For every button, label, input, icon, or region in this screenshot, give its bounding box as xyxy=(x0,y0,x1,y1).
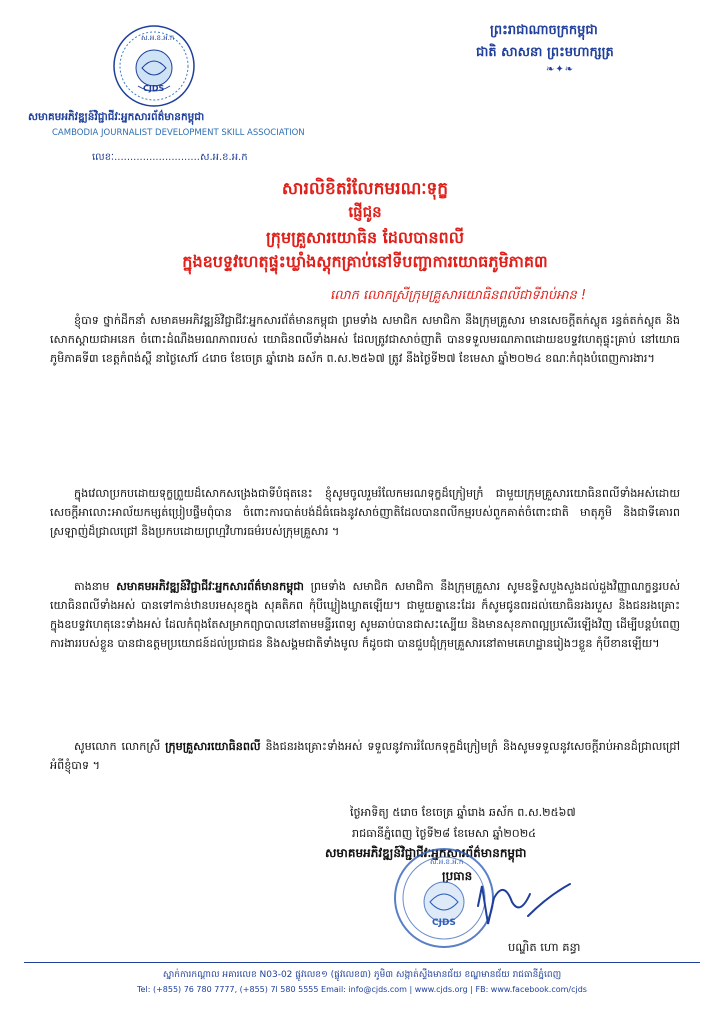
paragraph-3 xyxy=(50,577,680,653)
logo-top-text: ស.អ.ខ.អ.ក xyxy=(141,34,175,42)
association-name-khmer: សមាគមអភិវឌ្ឍន៍វិជ្ជាជីវៈអ្នកសារព័ត៌មានកម្ពុជា xyxy=(28,111,205,123)
signature-organization: សមាគមអភិវឌ្ឍន៍វិជ្ជាជីវៈអ្នកសារព័ត៌មានកម្ពុជា xyxy=(325,846,527,860)
signature-role: ប្រធាន xyxy=(442,869,473,883)
stamp-top-text: ស.អ.ខ.អ.ក xyxy=(430,858,464,866)
footer-address: ស្នាក់ការកណ្តាល អគារលេខ N03-02 ផ្លូវលេខ១ (ផ្លូវលេខ៣) ភូមិ៣ សង្កាត់ស្ទឹងមានជ័យ ខណ្ឌមានជ័យ រាជធានីភ្នំពេញ xyxy=(162,970,562,980)
national-motto: ជាតិ សាសនា ព្រះមហាក្សត្រ xyxy=(476,45,614,60)
footer-divider xyxy=(24,962,700,963)
paragraph-4-prefix: សូមលោក លោកស្រី xyxy=(74,740,166,753)
salutation: លោក លោកស្រីក្រុមគ្រួសារយោធិនពលីជាទីរាប់អាន ! xyxy=(330,288,587,303)
kingdom-title: ព្រះរាជាណាចក្រកម្ពុជា xyxy=(490,23,598,38)
paragraph-3-org: សមាគមអភិវឌ្ឍន៍វិជ្ជាជីវៈអ្នកសារព័ត៌មានកម្ពុជា xyxy=(116,580,304,593)
paragraph-2 xyxy=(50,484,680,541)
logo-text: CJDS xyxy=(143,84,165,93)
handwritten-signature xyxy=(470,876,580,936)
reference-label: លេខៈ xyxy=(92,152,115,163)
reference-number xyxy=(92,150,248,165)
paragraph-4-family: ក្រុមគ្រួសារយោធិនពលី xyxy=(165,740,261,753)
paragraph-4-text: និងជនរងគ្រោះទាំងអស់ ទទួលនូវការរំលែកទុក្ខដ៏ក្រៀមក្រំ និងសូមទទួលនូវសេចក្តីរាប់អានដ៏ជ្រាលជ្រៅអំពីខ្ញុំបាទ ។ xyxy=(50,740,680,772)
solar-date: រាជធានីភ្នំពេញ ថ្ងៃទី២៨ ខែមេសា ឆ្នាំ២០២៤ xyxy=(352,827,537,840)
signatory-name: បណ្ឌិត ហោ គន្ធា xyxy=(508,940,581,954)
letter-title: សារលិខិតរំលែកមរណៈទុក្ខ xyxy=(281,179,449,199)
paragraph-4 xyxy=(50,737,680,775)
paragraph-2-text: ក្នុងវេលាប្រកបដោយទុក្ខព្រួយដ៏សោកសង្រេងជាទីបំផុតនេះ ខ្ញុំសូមចូលរួមរំលែកមរណទុក្ខដ៏ក្រៀមក្រំ ជាមួយក្រុមគ្រួសារយោធិនពលីទាំងអស់ដោយសេចក្តីអាលោះអាល័យកម្សត់ប្រៀបផ្ទឹមពុំបាន ចំពោះការបាត់បង់ដ៏ធំធេងនូវសាច់ញាតិដែលបានពលីកម្មរបស់ពួកគាត់ចំពោះជាតិ មាតុភូមិ និងជាទីគោរពស្រឡាញ់ដ៏ជ្រាលជ្រៅ និងប្រកបដោយព្រហ្មវិហារធម៌របស់ក្រុមគ្រួសារ ។ xyxy=(50,487,680,538)
letter-incident: ក្នុងឧបទ្ទវហេតុផ្ទុះឃ្លាំងស្តុកគ្រាប់នៅទីបញ្ជាការយោធភូមិភាគ៣ xyxy=(182,252,548,271)
reference-code: ស.អ.ខ.អ.ក xyxy=(199,152,248,163)
paragraph-1 xyxy=(50,311,680,368)
paragraph-3-text: ព្រមទាំង សមាជិក សមាជិកា នឹងក្រុមគ្រួសារ សូមឧទ្ទិសបួងសួងដល់ដួងវិញ្ញាណក្ខន្ធរបស់យោធិនពលីទាំងអស់ បានទៅកាន់ឋានបរមសុខក្នុង សុគតិភព កុំបីឃ្លៀងឃ្លាតឡើយ។ ជាមួយគ្នានេះដែរ ក៏សូមជូនពរដល់យោធិនរងរបួស និងជនរងគ្រោះក្នុងឧបទ្ទវហេតុនេះទាំងអស់ ដែលកំពុងតែសម្រាកព្យាបាលនៅតាមមន្ទីរពេទ្យ សូមឆាប់បានជាសះស្បើយ និងមានសុខភាពល្អប្រសើរឡើងវិញ ដើម្បីបន្តបំពេញការងាររបស់ខ្លួន បានជាឧត្តមប្រយោជន៍ដល់ប្រជាជន និងសង្គមជាតិទាំងមូល ក៏ដូចជា បានជួបជុំក្រុមគ្រួសារនៅតាមគេហដ្ឋានរៀងៗខ្លួន កុំបីខានឡើយ។ xyxy=(50,580,680,650)
paragraph-3-prefix: តាងនាម xyxy=(74,580,117,593)
letter-subtitle-send: ផ្ញើជូន xyxy=(348,203,382,221)
paragraph-1-text: ខ្ញុំបាទ ថ្នាក់ដឹកនាំ សមាគមអភិវឌ្ឍន៍វិជ្ជាជីវៈអ្នកសារព័ត៌មានកម្ពុជា ព្រមទាំង សមាជិក សមាជិកា នឹងក្រុមគ្រួសារ មានសេចក្តីតក់ស្លុត រន្ធត់តក់ស្លុត និងសោកស្តាយជាអនេក ចំពោះដំណឹងមរណភាពរបស់ យោធិនពលីទាំងអស់ ដែលត្រូវជាសាច់ញាតិ បានទទួលមរណភាពដោយឧបទ្ទវហេតុផ្ទុះគ្រាប់ នៅយោធភូមិភាគទី៣ ខេត្តកំពង់ស្ពឺ នាថ្ងៃសៅរ៍ ៤រោច ខែចេត្រ ឆ្នាំរោង ឆស័ក ព.ស.២៥៦៧ ត្រូវ នឹងថ្ងៃទី២៧ ខែមេសា ឆ្នាំ២០២៤ ខណៈកំពុងបំពេញការងារ។ xyxy=(50,314,680,365)
association-name-english: CAMBODIA JOURNALIST DEVELOPMENT SKILL ASSOCIATION xyxy=(52,128,305,138)
letter-recipient: ក្រុមគ្រួសារយោធិន ដែលបានពលី xyxy=(266,228,464,247)
reference-dots: ........................... xyxy=(114,152,200,163)
association-logo xyxy=(112,24,196,108)
stamp-text: CJDS xyxy=(432,918,456,928)
footer-contact: Tel: (+855) 76 780 7777, (+855) 7l 580 5555 Email: info@cjds.com | www.cjds.org | FB: www.facebook.com/cjds xyxy=(137,985,587,994)
ornament-divider: ❧✦❧ xyxy=(546,64,575,75)
lunar-date: ថ្ងៃអាទិត្យ ៥រោច ខែចេត្រ ឆ្នាំរោង ឆស័ក ព.ស.២៥៦៧ xyxy=(350,806,576,819)
